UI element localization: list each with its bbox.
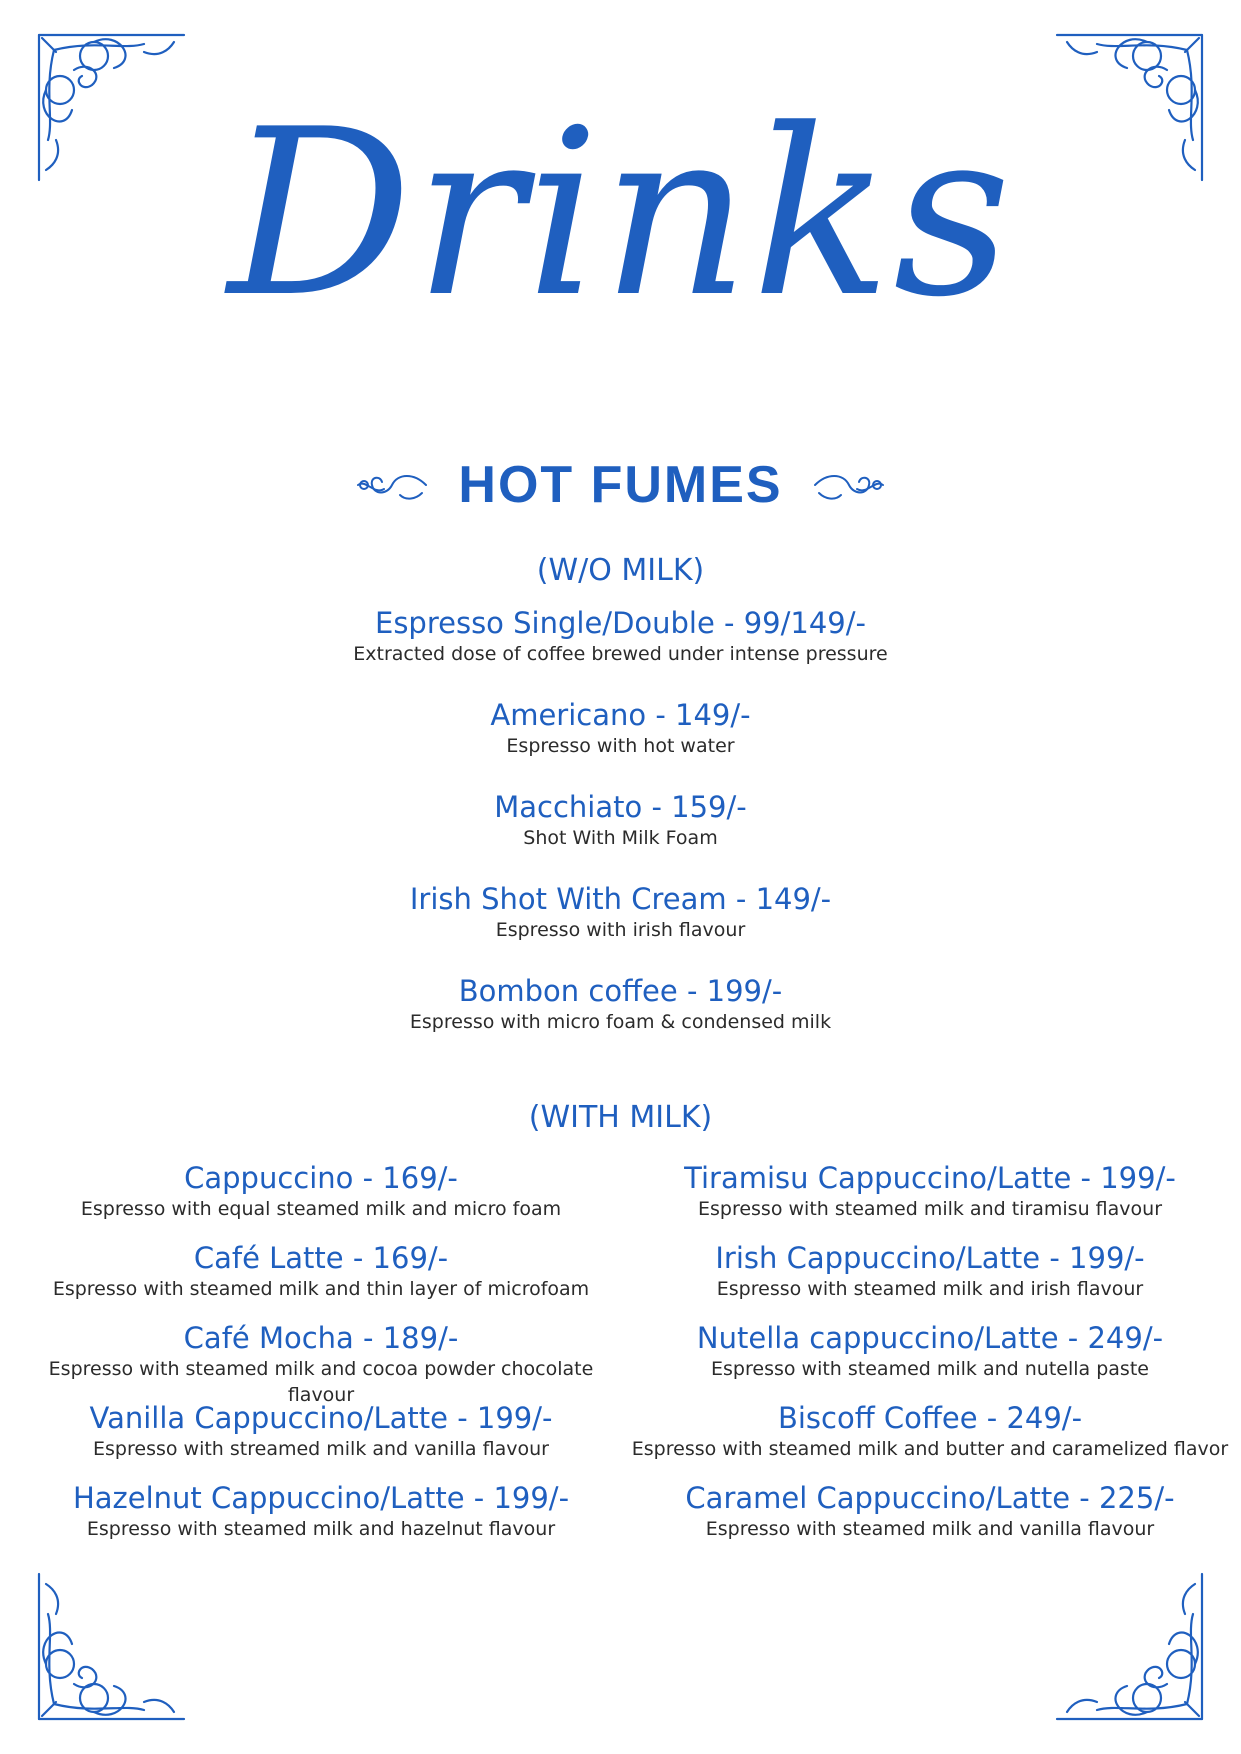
menu-item-name: Irish Shot With Cream - 149/- — [409, 882, 832, 916]
section-title: HOT FUMES — [458, 456, 783, 514]
menu-item — [630, 1320, 1230, 1400]
menu-item — [0, 881, 1241, 973]
menu-item-name: Nutella cappuccino/Latte - 249/- — [696, 1321, 1164, 1355]
menu-item-name: Tiramisu Cappuccino/Latte - 199/- — [684, 1161, 1176, 1195]
corner-ornament-icon — [1037, 1554, 1207, 1724]
menu-item-name: Caramel Cappuccino/Latte - 225/- — [685, 1481, 1175, 1515]
with-milk-right-column — [630, 1160, 1230, 1560]
menu-item — [630, 1480, 1230, 1560]
menu-item-desc: Shot With Milk Foam — [523, 827, 718, 849]
menu-item — [21, 1400, 621, 1480]
menu-item — [0, 973, 1241, 1065]
menu-item-name: Vanilla Cappuccino/Latte - 199/- — [89, 1401, 553, 1435]
menu-item-name: Cappuccino - 169/- — [184, 1161, 458, 1195]
menu-item-name: Café Latte - 169/- — [193, 1241, 449, 1275]
menu-item-desc: Espresso with streamed milk and vanilla flavour — [93, 1438, 549, 1460]
menu-item — [630, 1240, 1230, 1320]
menu-item-name: Café Mocha - 189/- — [183, 1321, 459, 1355]
menu-item-name: Bombon coffee - 199/- — [458, 974, 783, 1008]
menu-item-desc: Espresso with steamed milk and cocoa powder chocolate flavour — [48, 1358, 594, 1406]
page-title: Drinks — [227, 81, 1014, 348]
menu-item-desc: Espresso with irish flavour — [495, 919, 746, 941]
menu-item — [21, 1320, 621, 1406]
subsection-heading-without-milk: (W/O MILK) — [536, 553, 705, 588]
menu-item-desc: Espresso with steamed milk and irish flavour — [716, 1278, 1144, 1300]
with-milk-left-column — [21, 1160, 621, 1560]
menu-item-name: Hazelnut Cappuccino/Latte - 199/- — [72, 1481, 570, 1515]
menu-item — [21, 1160, 621, 1240]
menu-item-name: Biscoff Coffee - 249/- — [777, 1401, 1083, 1435]
menu-item-desc: Espresso with hot water — [506, 735, 735, 757]
scroll-flourish-icon — [354, 465, 430, 505]
menu-item-desc: Extracted dose of coffee brewed under intense pressure — [353, 643, 888, 665]
menu-item — [0, 789, 1241, 881]
menu-item-name: Americano - 149/- — [490, 698, 751, 732]
menu-item-desc: Espresso with micro foam & condensed milk — [409, 1011, 832, 1033]
menu-item-desc: Espresso with equal steamed milk and micro foam — [80, 1198, 562, 1220]
menu-item — [630, 1160, 1230, 1240]
menu-item-desc: Espresso with steamed milk and tiramisu flavour — [697, 1198, 1162, 1220]
subsection-heading-with-milk: (WITH MILK) — [528, 1100, 713, 1135]
menu-item — [0, 605, 1241, 697]
without-milk-list — [0, 605, 1241, 1065]
menu-item-desc: Espresso with steamed milk and thin layer of microfoam — [52, 1278, 590, 1300]
menu-item — [21, 1240, 621, 1320]
menu-item — [21, 1480, 621, 1560]
menu-item-desc: Espresso with steamed milk and vanilla flavour — [705, 1518, 1155, 1540]
menu-item-desc: Espresso with steamed milk and nutella paste — [711, 1358, 1149, 1380]
menu-item — [630, 1400, 1230, 1480]
menu-item-name: Espresso Single/Double - 99/149/- — [375, 606, 866, 640]
menu-item-name: Macchiato - 159/- — [494, 790, 747, 824]
menu-item-desc: Espresso with steamed milk and hazelnut flavour — [86, 1518, 556, 1540]
section-header — [0, 450, 1241, 520]
menu-item-name: Irish Cappuccino/Latte - 199/- — [715, 1241, 1145, 1275]
scroll-flourish-icon — [811, 465, 887, 505]
corner-ornament-icon — [34, 1554, 204, 1724]
menu-item-desc: Espresso with steamed milk and butter and caramelized flavor — [631, 1438, 1229, 1460]
menu-item — [0, 697, 1241, 789]
